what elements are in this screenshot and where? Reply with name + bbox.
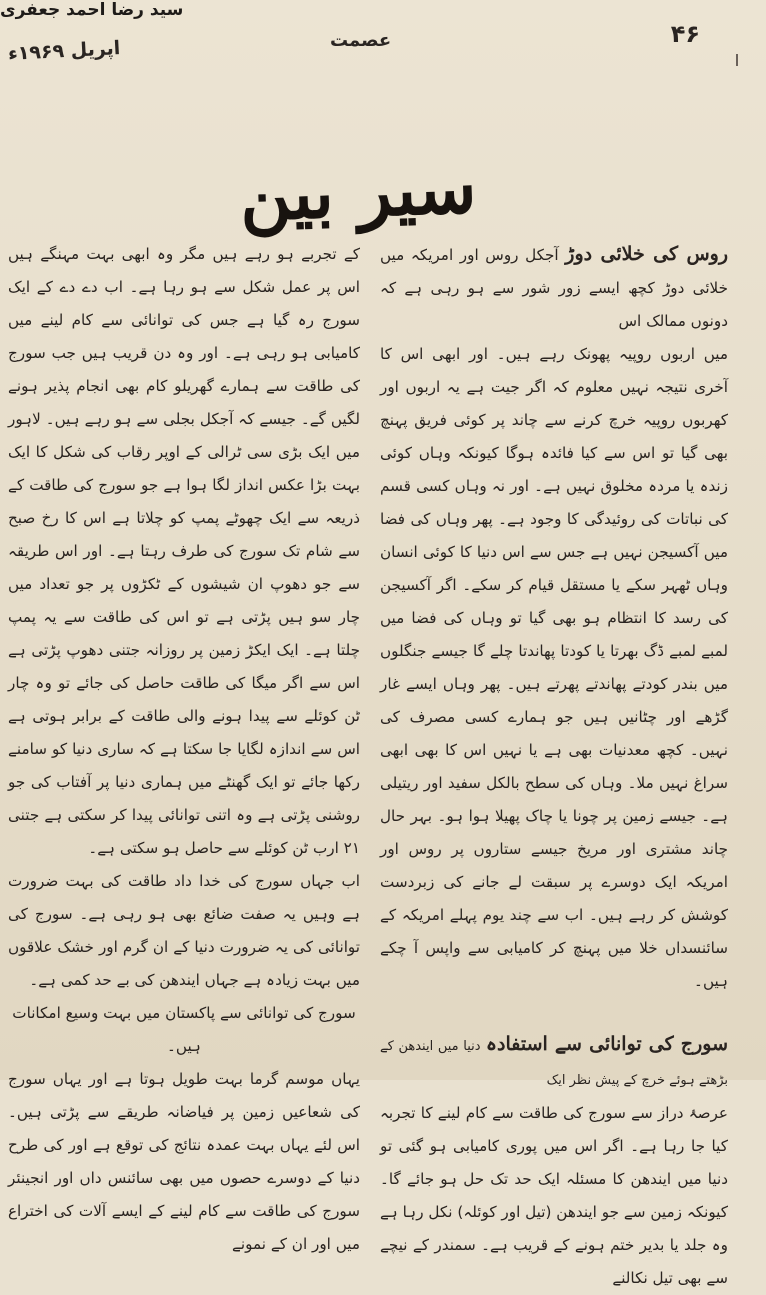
- edge-mark: [736, 54, 738, 66]
- right-column: [380, 238, 728, 1295]
- section-russia-space-race: [380, 238, 728, 338]
- issue-date: اپریل ۱۹۶۹ء: [7, 37, 121, 65]
- section-lead-text: آجکل روس اور امریکہ میں خلائی دوڑ کچھ ایسے زور شور سے ہو رہی ہے کہ دونوں ممالک اس: [380, 246, 728, 330]
- paragraph: کے تجربے ہو رہے ہیں مگر وہ ابھی بہت مہنگے ہیں اس پر عمل شکل سے ہو رہا ہے۔ اب دے دے کے ایک سورج رہ گیا ہے جس کی توانائی سے کام لینے میں کامیابی ہو رہی ہے۔ اور وہ دن قریب ہیں جب سورج کی طاقت سے ہمارے گھریلو کام بھی انجام پذیر ہونے لگیں گے۔ جیسے کہ آجکل بجلی سے ہو رہے ہیں۔ لاہور میں ایک بڑی سی ٹرالی کے اوپر رقاب کی شکل کا ایک بہت بڑا عکس انداز لگا ہوا ہے جو سورج کی طاقت کے ذریعہ سے ایک چھوٹے پمپ کو چلاتا ہے اس کا رخ صبح سے شام تک سورج کی طرف رہتا ہے۔ اور اس طریقہ سے جو دھوپ ان شیشوں کے ٹکڑوں پر جو تعداد میں چار سو ہیں پڑتی ہے تو اس کی طاقت سے یہ پمپ چلتا ہے۔ ایک ایکڑ زمین پر روزانہ جتنی دھوپ پڑتی ہے اس سے اگر میگا کی طاقت حاصل کی جائے تو وہ چار ٹن کوئلے سے پیدا ہونے والی طاقت کے برابر ہوتی ہے اس سے اندازہ لگایا جا سکتا ہے کہ ساری دنیا کو سامنے رکھا جائے تو ایک گھنٹے میں ہماری دنیا پر آفتاب کی جو روشنی پڑتی ہے وہ اتنی توانائی پیدا کر سکتی ہے جتنی ۲۱ ارب ٹن کوئلے سے حاصل ہو سکتی ہے۔: [8, 245, 360, 857]
- section-solar-energy: [380, 1028, 728, 1097]
- centered-line: سورج کی توانائی سے پاکستان میں بہت وسیع امکانات ہیں۔: [12, 1004, 356, 1055]
- paragraph: اب جہاں سورج کی خدا داد طاقت کی بہت ضرورت ہے وہیں یہ صفت ضائع بھی ہو رہی ہے۔ سورج کی توانائی کی یہ ضرورت دنیا کے ان گرم اور خشک علاقوں میں بہت زیادہ ہے جہاں ایندھن کی بے حد کمی ہے۔: [8, 872, 360, 989]
- section-body-text: عرصۂ دراز سے سورج کی طاقت سے کام لینے کا تجربہ کیا جا رہا ہے۔ اگر اس میں پوری کامیابی ہو گئی تو دنیا میں ایندھن کا مسئلہ ایک حد تک حل ہو جائے گا۔ کیونکہ زمین سے جو ایندھن (تیل اور کوئلہ) نکل رہا ہے وہ جلد یا بدیر ختم ہونے کے قریب ہے۔ سمندر کے نیچے سے بھی تیل نکالنے: [380, 1104, 728, 1287]
- author-name: سید رضا احمد جعفری: [0, 0, 184, 20]
- paragraph: یہاں موسم گرما بہت طویل ہوتا ہے اور یہاں سورج کی شعاعیں زمین پر فیاضانہ طریقے سے پڑتی ہیں۔ اس لئے یہاں بہت عمدہ نتائج کی توقع ہے اور کی طرح دنیا کے دوسرے حصوں میں بھی سائنس داں اور انجینئر سورج کی طاقت سے کام لینے کے ایسے آلات کی اختراع میں اور ان کے نمونے: [8, 1070, 360, 1253]
- section-gap: [380, 998, 728, 1028]
- section-heading-space-race: روس کی خلائی دوڑ: [565, 243, 728, 265]
- article-title: سیر بین: [238, 145, 478, 238]
- section-note-text: دنیا میں ایندھن کے بڑھتے ہوئے خرچ کے پیش نظر ایک: [380, 1039, 728, 1088]
- left-column: [8, 238, 360, 1261]
- page-number: ۴۶: [670, 20, 700, 48]
- magazine-name: عصمت: [330, 30, 392, 51]
- section-body-text: میں اربوں روپیہ پھونک رہے ہیں۔ اور ابھی اس کا آخری نتیجہ نہیں معلوم کہ اگر جیت ہے یہ اربوں اور کھربوں روپیہ خرچ کرنے سے چاند پر کوئی فریق پہنچ بھی گیا تو اس سے کیا فائدہ ہوگا کیونکہ وہاں کوئی زندہ یا مردہ مخلوق نہیں ہے۔ اور نہ وہاں کسی قسم کی نباتات کی روئیدگی کا وجود ہے۔ پھر وہاں کی فضا میں آکسیجن نہیں ہے جس سے اس دنیا کا کوئی انسان وہاں ٹھہر سکے یا مستقل قیام کر سکے۔ اگر آکسیجن کی رسد کا انتظام ہو بھی گیا تو وہاں کی فضا میں لمبے لمبے ڈگ بھرتا یا کودتا پھاندتا چلے گا جیسے جنگلوں میں بندر کودتے پھاندتے پھرتے ہیں۔ پھر وہاں ایسے غار گڑھے اور چٹانیں ہیں جو ہمارے کسی مصرف کی نہیں۔ کچھ معدنیات بھی ہے یا نہیں اس کا بھی ابھی سراغ نہیں ملا۔ وہاں کی سطح بالکل سفید اور ریتیلی ہے۔ جیسے زمین پر چونا یا چاک پھیلا ہوا ہو۔ بہر حال چاند مشتری اور مریخ جیسے ستاروں پر روس اور امریکہ ایک دوسرے پر سبقت لے جانے کی زبردست کوشش کر رہے ہیں۔ اب سے چند یوم پہلے امریکہ کے سائنسداں خلا میں پہنچ کر کامیابی سے واپس آ چکے ہیں۔: [380, 345, 728, 990]
- section-heading-solar: سورج کی توانائی سے استفادہ: [485, 1033, 728, 1055]
